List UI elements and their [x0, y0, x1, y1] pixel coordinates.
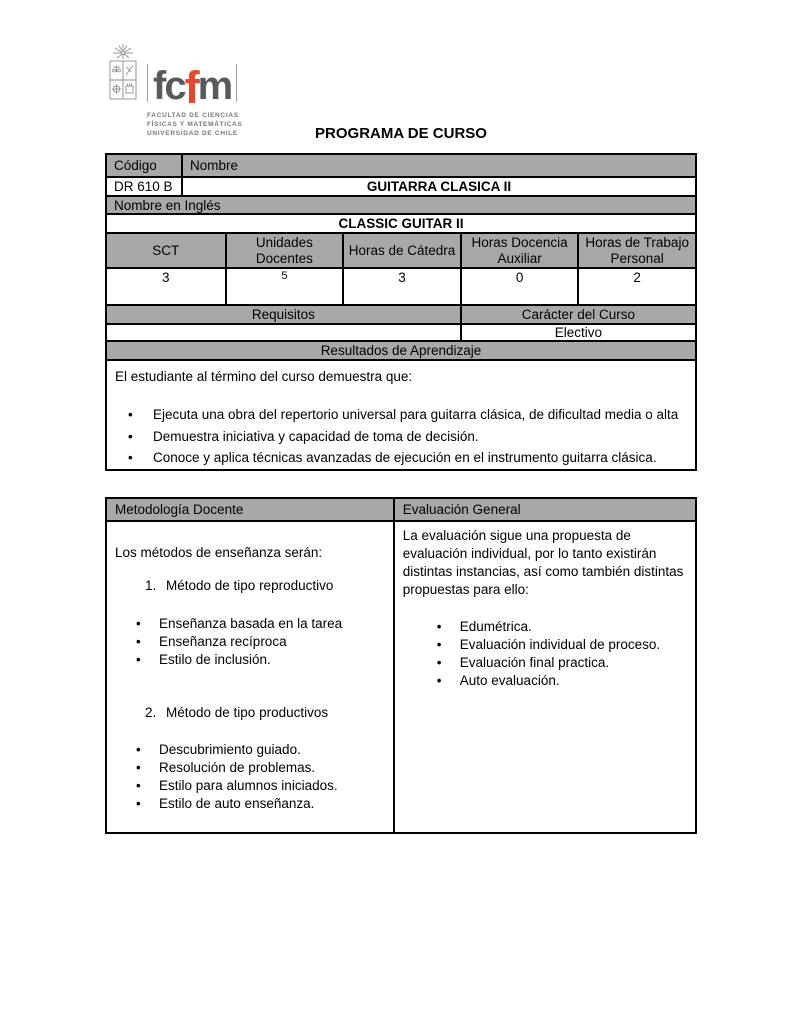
caption-line: FÍSICAS Y MATEMÁTICAS	[147, 121, 243, 129]
fcfm-wordmark	[153, 61, 232, 113]
metodologia-content-cell	[107, 522, 393, 832]
nombre-ingles-header-cell: Nombre en Inglés	[107, 197, 695, 213]
resultados-header-cell: Resultados de Aprendizaje	[107, 342, 695, 359]
caracter-value-cell: Electivo	[460, 325, 695, 340]
horas-trabajo-value-cell: 2	[577, 269, 695, 304]
wordmark-fc: fc	[153, 63, 185, 108]
horas-docencia-value-cell: 0	[460, 269, 578, 304]
bullet-icon	[115, 795, 159, 813]
list-item	[403, 618, 687, 636]
university-shield-icon	[106, 44, 140, 102]
methodology-evaluation-table	[105, 497, 697, 834]
evaluacion-header-cell: Evaluación General	[393, 499, 695, 520]
list-item-text: Estilo de inclusión.	[159, 652, 271, 667]
wordmark-m: m	[197, 63, 232, 108]
bullet-icon	[115, 777, 159, 795]
metodologia-bullet-list-2	[115, 741, 385, 813]
bullet-icon	[115, 651, 159, 669]
sct-header-cell: SCT	[107, 234, 225, 267]
list-item-text: Estilo de auto enseñanza.	[159, 796, 315, 811]
item-text: Método de tipo reproductivo	[166, 578, 334, 593]
course-name-cell: GUITARRA CLASICA II	[181, 178, 695, 195]
list-item	[403, 654, 687, 672]
numbered-item	[115, 704, 385, 722]
nombre-header-cell: Nombre	[181, 155, 695, 176]
list-item	[403, 672, 687, 690]
metodologia-bullet-list-1	[115, 615, 385, 669]
metodologia-header-cell: Metodología Docente	[107, 499, 393, 520]
list-item	[403, 636, 687, 654]
bullet-icon	[115, 633, 159, 651]
list-item-text: Descubrimiento guiado.	[159, 742, 301, 757]
codigo-value-cell: DR 610 B	[114, 179, 173, 194]
list-item	[115, 795, 385, 813]
evaluacion-bullet-list	[403, 618, 687, 690]
bullet-icon	[115, 741, 159, 759]
resultados-content-cell	[107, 361, 695, 469]
bullet-icon	[403, 654, 460, 672]
resultados-intro: El estudiante al término del curso demuestra que:	[115, 369, 413, 384]
list-item	[115, 615, 385, 633]
unidades-docentes-value-cell: 5	[225, 269, 343, 304]
logo-divider-left	[147, 64, 148, 102]
bullet-icon	[115, 426, 153, 448]
bullet-icon	[115, 615, 159, 633]
evaluacion-content-cell	[393, 522, 695, 832]
sct-value-cell: 3	[162, 270, 170, 285]
list-item-text: Resolución de problemas.	[159, 760, 316, 775]
list-item	[115, 447, 687, 469]
document-title: PROGRAMA DE CURSO	[315, 125, 487, 142]
requisitos-header-cell: Requisitos	[107, 306, 460, 323]
bullet-icon	[115, 404, 153, 426]
bullet-icon	[403, 618, 460, 636]
caracter-header-cell: Carácter del Curso	[460, 306, 695, 323]
bullet-icon	[115, 447, 153, 469]
list-item-text: Evaluación final practica.	[459, 655, 610, 670]
unidades-docentes-header-cell: Unidades Docentes	[225, 234, 343, 267]
horas-docencia-header-cell: Horas Docencia Auxiliar	[460, 234, 578, 267]
list-item	[115, 651, 385, 669]
horas-catedra-header-cell: Horas de Cátedra	[342, 234, 460, 267]
logo-divider-right	[236, 64, 237, 102]
caption-line: UNIVERSIDAD DE CHILE	[147, 130, 238, 138]
horas-catedra-value-cell: 3	[342, 269, 460, 304]
metodologia-intro: Los métodos de enseñanza serán:	[115, 545, 323, 560]
wordmark-red-f: f	[184, 61, 198, 113]
codigo-header-cell: Código	[107, 155, 181, 176]
item-number: 1.	[145, 578, 157, 593]
course-name-english-cell: CLASSIC GUITAR II	[338, 216, 464, 231]
list-item	[115, 759, 385, 777]
list-item-text: Enseñanza basada en la tarea	[159, 616, 343, 631]
list-item	[115, 633, 385, 651]
item-number: 2.	[145, 705, 157, 720]
list-item	[115, 404, 687, 426]
list-item-text: Estilo para alumnos iniciados.	[159, 778, 338, 793]
caption-line: FACULTAD DE CIENCIAS	[147, 112, 239, 119]
evaluacion-intro: La evaluación sigue una propuesta de evaluación individual, por lo tanto existirán distintas instancias, así como también distintas propuestas para ello:	[402, 528, 684, 597]
item-text: Método de tipo productivos	[166, 705, 329, 720]
list-item-text: Demuestra iniciativa y capacidad de toma de decisión.	[153, 428, 479, 444]
requisitos-value-cell	[107, 325, 460, 340]
list-item	[115, 426, 687, 448]
list-item-text: Auto evaluación.	[459, 673, 560, 688]
resultados-bullet-list	[115, 404, 687, 469]
list-item-text: Ejecuta una obra del repertorio universal para guitarra clásica, de dificultad media o alta	[153, 407, 679, 422]
list-item	[115, 777, 385, 795]
course-info-table	[105, 153, 697, 471]
bullet-icon	[115, 759, 159, 777]
bullet-icon	[403, 636, 460, 654]
list-item-text: Evaluación individual de proceso.	[459, 637, 661, 652]
horas-trabajo-header-cell: Horas de Trabajo Personal	[577, 234, 695, 267]
list-item-text: Conoce y aplica técnicas avanzadas de ejecución en el instrumento guitarra clásica.	[153, 450, 657, 465]
numbered-item	[115, 577, 385, 595]
bullet-icon	[403, 672, 460, 690]
list-item-text: Edumétrica.	[459, 619, 532, 634]
list-item	[115, 741, 385, 759]
list-item-text: Enseñanza recíproca	[159, 634, 287, 649]
